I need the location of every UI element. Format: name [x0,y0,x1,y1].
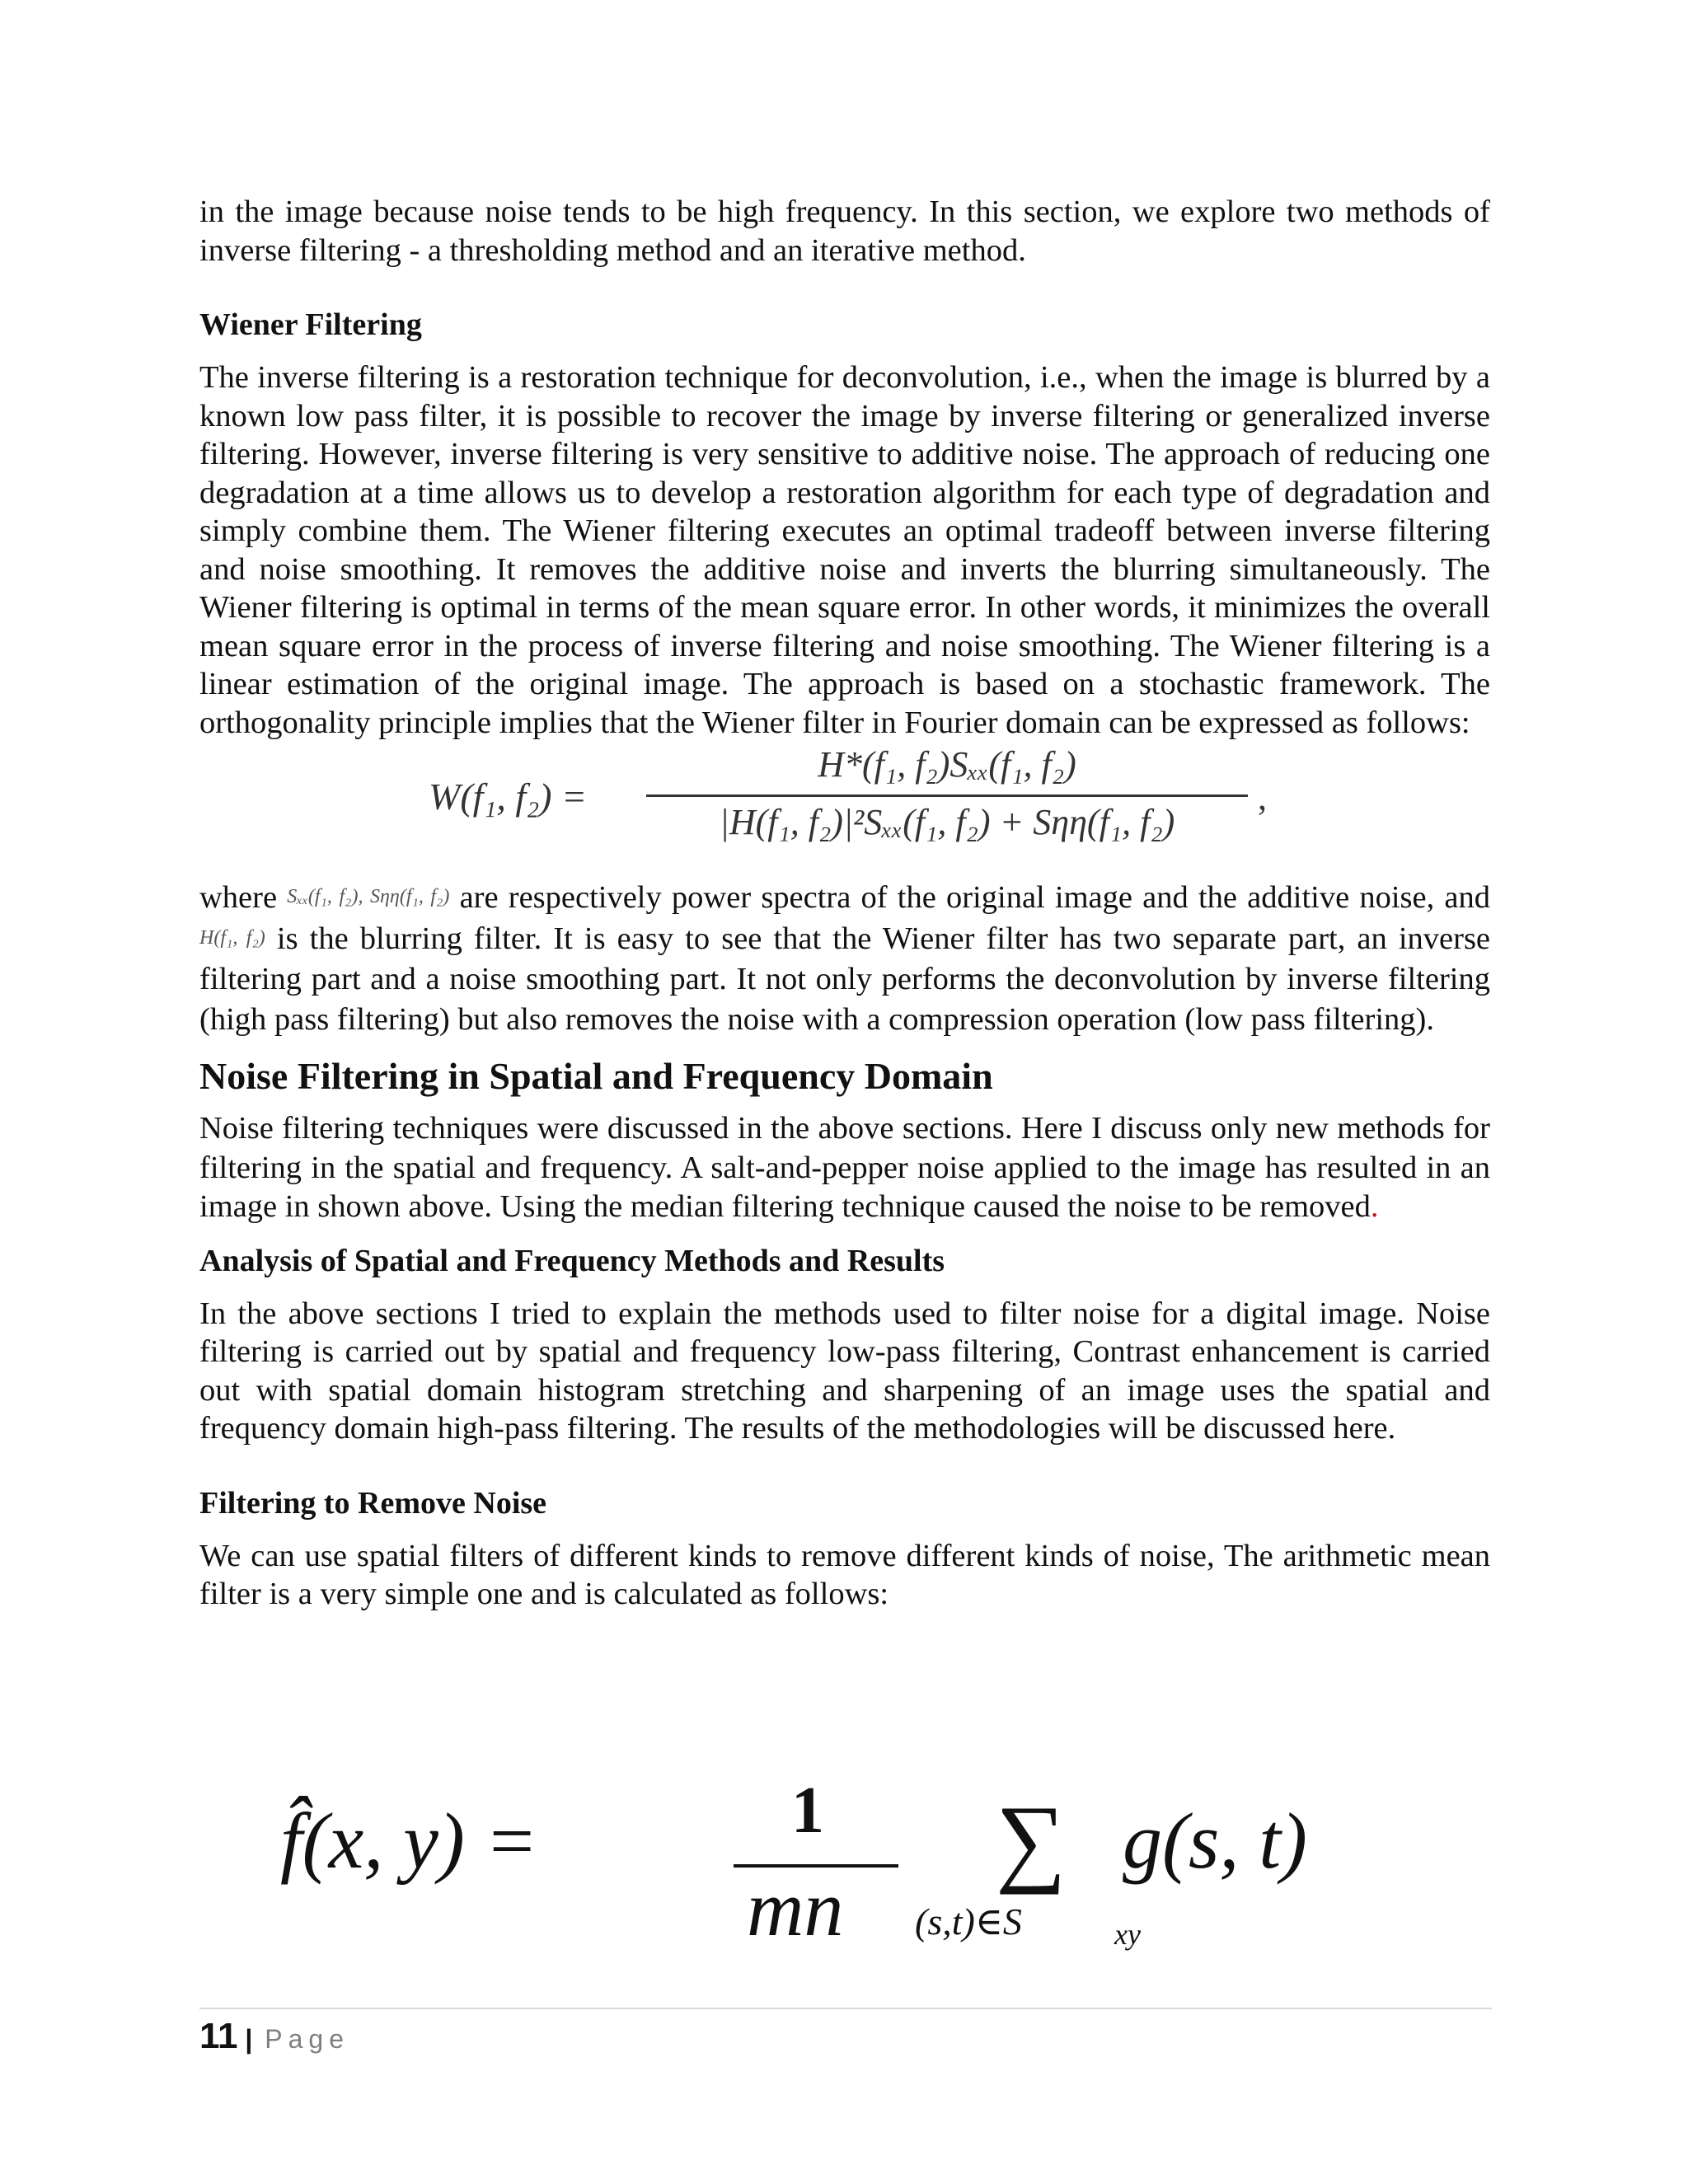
where-power-spectra-symbols: Sₓₓ(f₁, f₂), Sηη(f₁, f₂) [287,886,450,907]
where-blur-filter-symbol: H(f₁, f₂) [199,927,265,949]
mean-formula-term: g(s, t) [1123,1797,1307,1885]
analysis-heading: Analysis of Spatial and Frequency Methods and Results [199,1243,945,1278]
mean-formula-numerator: 1 [791,1774,824,1847]
wiener-formula-denominator: |H(f₁, f₂)|²Sₓₓ(f₁, f₂) + Sηη(f₁, f₂) [719,802,1175,842]
noise-section-heading: Noise Filtering in Spatial and Frequency Domain [199,1055,993,1097]
mean-filter-formula [280,1774,1434,1993]
page-label: Page [265,2024,349,2054]
noise-section-period: . [1370,1189,1379,1224]
page-number: 11 [199,2016,238,2056]
wiener-heading: Wiener Filtering [199,307,422,342]
where-paragraph [199,877,1490,1040]
mean-formula-denominator: mn [747,1864,844,1952]
mean-formula-subscript: (s,t)∈S [915,1900,1022,1943]
mean-formula-subscript-xy: xy [1114,1918,1141,1951]
analysis-paragraph: In the above sections I tried to explain the methods used to filter noise for a digital image. Noise filtering is carried out by spatial and frequency low-pass filtering, Contrast enhancement is carried out with spatial domain histogram stretching and sharpening of an image uses the spatial and frequency domain high-pass filtering. The results of the methodologies will be discussed here. [199,1296,1490,1446]
wiener-formula-lhs: W(f₁, f₂) = [429,776,588,818]
footer-separator: | [245,2024,253,2054]
footer-divider [199,2008,1492,2009]
where-word: where [199,880,278,915]
wiener-formula-numerator: H*(f₁, f₂)Sₓₓ(f₁, f₂) [818,744,1076,785]
where-text-1: are respectively power spectra of the original image and the additive noise, and [459,880,1491,915]
page-content [199,193,1490,1614]
page-footer [199,2016,349,2057]
noise-section-paragraph [199,1109,1490,1227]
filtering-paragraph: We can use spatial filters of different kinds to remove different kinds of noise, The arithmetic mean filter is a very simple one and is calculated as follows: [199,1538,1490,1611]
noise-section-text: Noise filtering techniques were discussed in the above sections. Here I discuss only new methods for filtering in the spatial and frequency. A salt-and-pepper noise applied to the image has resulted in an image in shown above. Using the median filtering technique caused the noise to be removed [199,1111,1490,1224]
wiener-formula-comma: , [1258,777,1267,818]
intro-paragraph: in the image because noise tends to be high frequency. In this section, we explore two methods of inverse filtering - a thresholding method and an iterative method. [199,194,1490,268]
wiener-paragraph: The inverse filtering is a restoration technique for deconvolution, i.e., when the image is blurred by a known low pass filter, it is possible to recover the image by inverse filtering or generalized inverse filtering. However, inverse filtering is very sensitive to additive noise. The approach of reducing one degradation at a time allows us to develop a restoration algorithm for each type of degradation and simply combine them. The Wiener filtering executes an optimal tradeoff between inverse filtering and noise smoothing. It removes the additive noise and inverts the blurring simultaneously. The Wiener filtering is optimal in terms of the mean square error. In other words, it minimizes the overall mean square error in the process of inverse filtering and noise smoothing. The Wiener filtering is a linear estimation of the original image. The approach is based on a stochastic framework. The orthogonality principle implies that the Wiener filter in Fourier domain can be expressed as follows: [199,360,1490,740]
wiener-formula [199,743,1490,859]
fraction-bar [646,794,1248,797]
filtering-heading: Filtering to Remove Noise [199,1485,547,1521]
wiener-formula-fraction [641,743,1253,859]
mean-formula-lhs: f̂(x, y) = [280,1797,538,1885]
mean-formula-sigma: ∑ [996,1785,1067,1895]
where-text-2: is the blurring filter. It is easy to see that the Wiener filter has two separate part, an inverse filtering part and a noise smoothing part. It not only performs the deconvolution by inverse filtering (high pass filtering) but also removes the noise with a compression operation (low pass filtering). [199,921,1491,1037]
